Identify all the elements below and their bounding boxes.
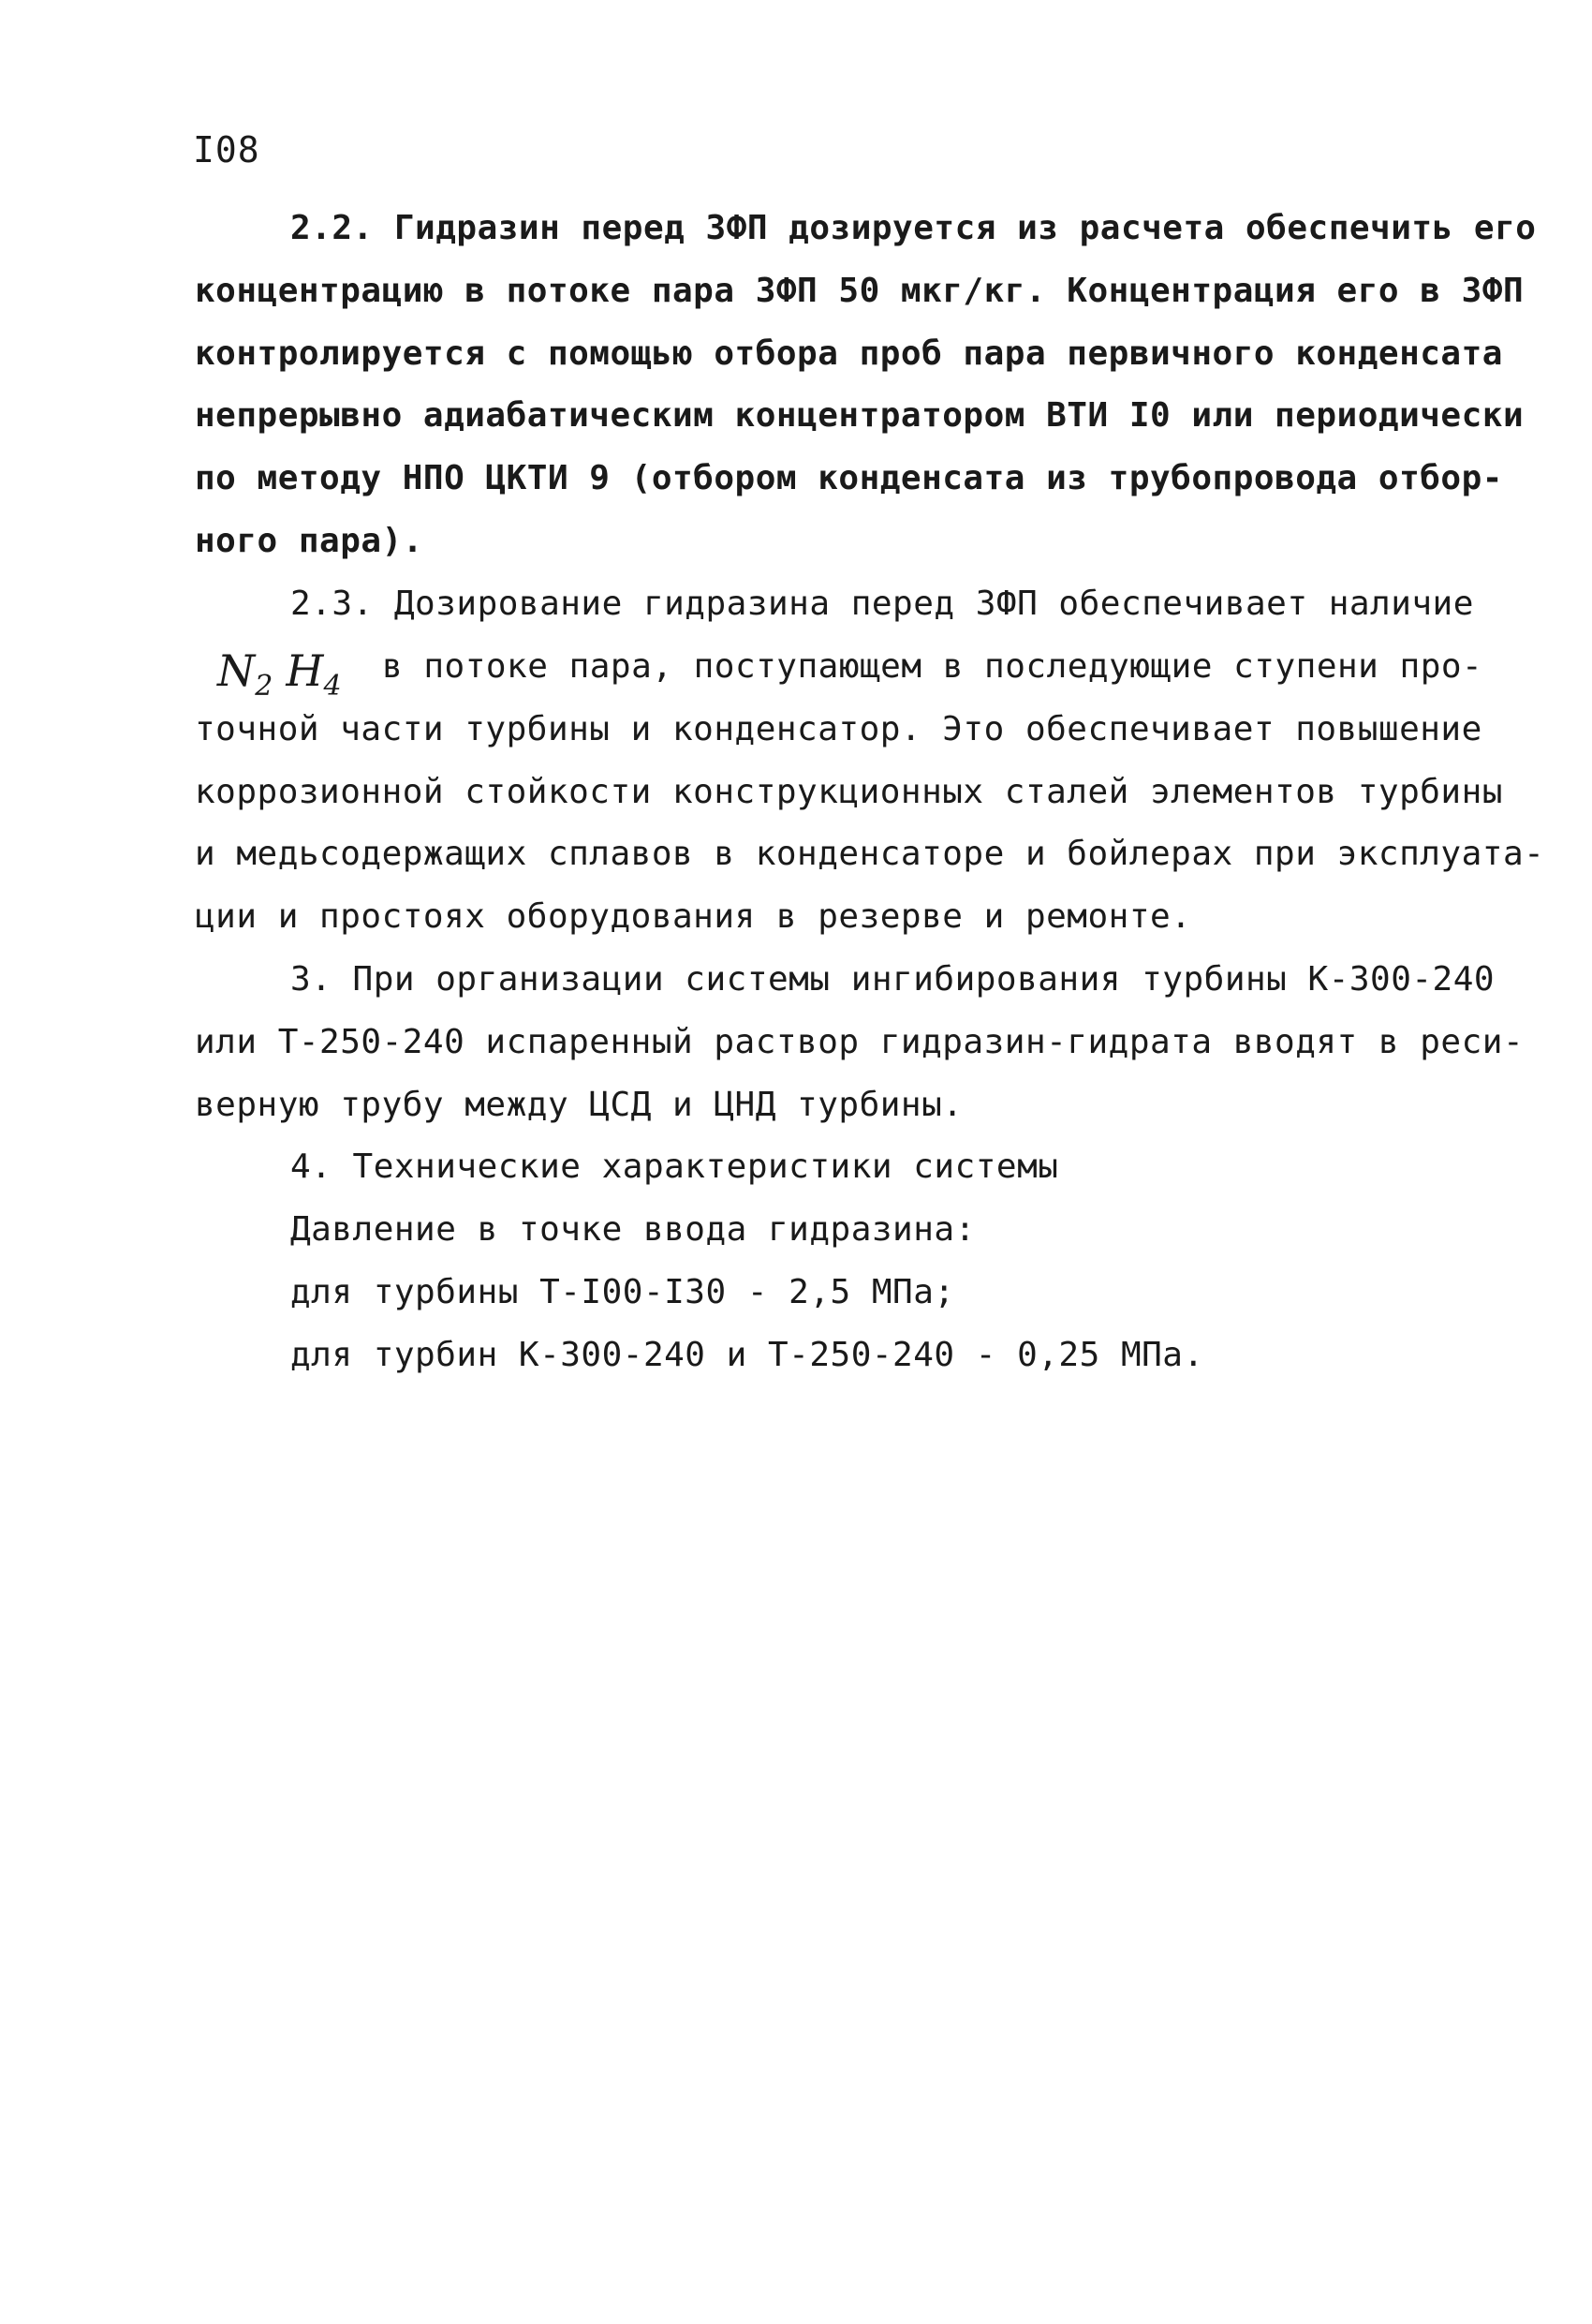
paragraph-2-2-line-6: ного пара). [195, 522, 423, 560]
paragraph-2-3-line-2: в потоке пара, поступающем в последующие ступени про- [382, 647, 1483, 686]
pressure-k300-t250: для турбин К-300-240 и Т-250-240 - 0,25 МПа. [290, 1336, 1204, 1374]
paragraph-3-line-2: или Т-250-240 испаренный раствор гидразин-гидрата вводят в реси- [195, 1023, 1525, 1061]
paragraph-3-line-1: 3. При организации системы ингибирования турбины К-300-240 [290, 960, 1496, 999]
paragraph-4-heading: 4. Технические характеристики системы [290, 1147, 1059, 1186]
formula-n: N [217, 645, 256, 696]
formula-n-subscript: 2 [255, 670, 273, 703]
formula-h-subscript: 4 [323, 670, 342, 703]
paragraph-3-line-3: верную трубу между ЦСД и ЦНД турбины. [195, 1086, 964, 1124]
paragraph-2-2-line-4: непрерывно адиабатическим концентратором ВТИ I0 или периодически [195, 396, 1525, 435]
pressure-t100-130: для турбины Т-I00-I30 - 2,5 МПа; [290, 1273, 955, 1311]
paragraph-2-2-line-2: концентрацию в потоке пара ЗФП 50 мкг/кг. Концентрация его в ЗФП [195, 272, 1525, 310]
paragraph-2-3-line-5: и медьсодержащих сплавов в конденсаторе и бойлерах при эксплуата- [195, 835, 1545, 873]
paragraph-2-2-line-1: 2.2. Гидразин перед ЗФП дозируется из расчета обеспечить его [290, 209, 1537, 247]
paragraph-2-3-line-6: ции и простоях оборудования в резерве и ремонте. [195, 897, 1192, 936]
paragraph-2-2-line-5: по методу НПО ЦКТИ 9 (отбором конденсата из трубопровода отбор- [195, 459, 1503, 497]
paragraph-2-3-line-4: коррозионной стойкости конструкционных сталей элементов турбины [195, 773, 1503, 811]
pressure-label: Давление в точке ввода гидразина: [290, 1210, 976, 1249]
paragraph-2-3-line-1: 2.3. Дозирование гидразина перед ЗФП обеспечивает наличие [290, 585, 1474, 623]
page-number: I08 [193, 129, 260, 170]
hydrazine-formula [217, 643, 342, 715]
paragraph-2-2-line-3: контролируется с помощью отбора проб пара первичного конденсата [195, 334, 1503, 373]
formula-h: H [286, 645, 324, 696]
paragraph-2-3-line-3: точной части турбины и конденсатор. Это обеспечивает повышение [195, 710, 1482, 748]
